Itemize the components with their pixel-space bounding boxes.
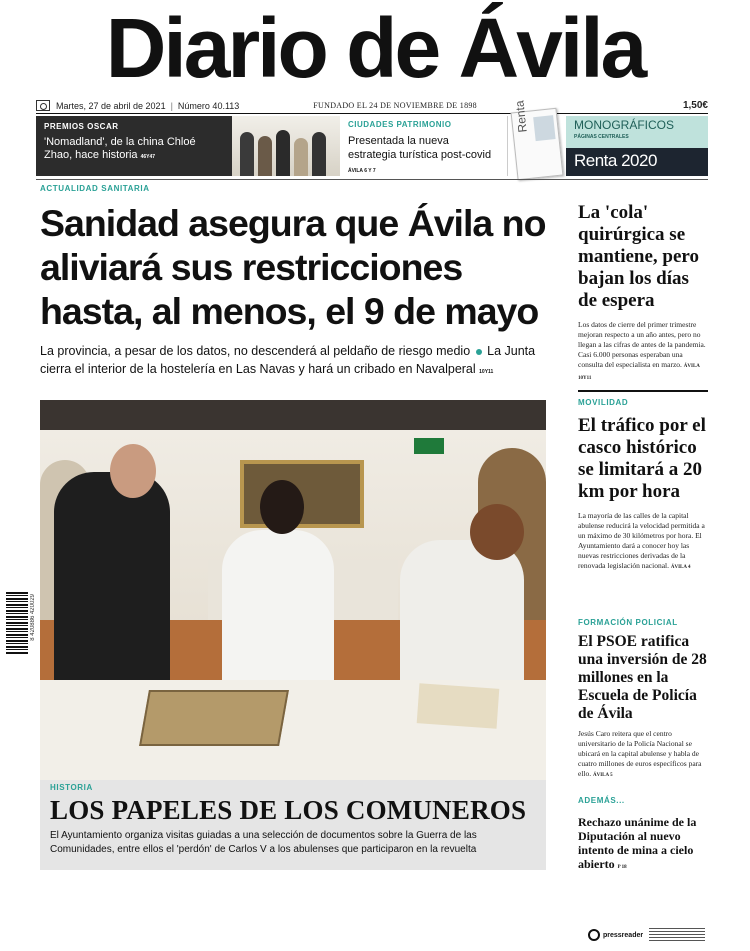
monographic-subtitle: PÁGINAS CENTRALES (574, 134, 629, 140)
story-police-headline: El PSOE ratifica una inversión de 28 millones en la Escuela de Policía de Ávila (578, 633, 707, 722)
promo-oscar-ref: 46Y47 (140, 154, 156, 160)
supplement-cover-title: Renta (512, 99, 530, 134)
story-mine-headline: Rechazo unánime de la Diputación al nuevo intento de mina a cielo abierto P 18 (578, 815, 697, 871)
footer (588, 926, 708, 944)
promo-oscar-text: 'Nomadland', de la china Chloé Zhao, hace historia 46Y47 (44, 136, 196, 161)
promo-monographic[interactable] (566, 116, 708, 176)
photo-figure (276, 130, 290, 176)
lead-photo[interactable] (40, 400, 546, 780)
photo-headline: LOS PAPELES DE LOS COMUNEROS (50, 795, 527, 825)
promo-cities[interactable] (340, 116, 508, 176)
story-surgery-headline: La 'cola' quirúrgica se mantiene, pero bajan los días de espera (578, 202, 700, 311)
promo-oscar-photo (232, 116, 340, 176)
supplement-page (511, 99, 564, 180)
photo-figure (240, 132, 254, 176)
divider (578, 390, 708, 392)
pressreader-logo[interactable] (588, 929, 643, 941)
photo-person-man (54, 472, 170, 712)
promo-cities-kicker: CIUDADES PATRIMONIO (348, 120, 452, 129)
story-traffic[interactable] (578, 398, 708, 573)
story-traffic-body: La mayoría de las calles de la capital abulense reducirá la velocidad permitida a un máximo de 30 kilómetros por hora. El Ayuntamiento dará a conocer hoy las nuevas restricciones derivadas de la renovada legislación nacional. ÁVILA 4 (578, 511, 705, 570)
lead-headline: Sanidad asegura que Ávila no aliviará sus restricciones hasta, al menos, el 9 de mayo (40, 202, 546, 332)
supplement-image (533, 115, 555, 141)
story-police[interactable] (578, 618, 708, 781)
pressreader-icon (588, 929, 600, 941)
promo-cities-ref: ÁVILA 6 Y 7 (348, 168, 376, 174)
camera-icon (36, 100, 50, 111)
bullet-icon (476, 349, 482, 355)
photo-ceiling (40, 400, 546, 430)
monographic-title: MONOGRÁFICOS (574, 118, 675, 132)
lead-ref: 10Y11 (479, 369, 494, 375)
photo-old-book (139, 690, 289, 746)
story-traffic-headline: El tráfico por el casco histórico se limitará a 20 km por hora (578, 415, 706, 502)
photo-document (417, 683, 500, 728)
newspaper-title: Diario de Ávila (105, 1, 645, 95)
story-mine[interactable] (578, 796, 708, 875)
story-police-kicker: FORMACIÓN POLICIAL (578, 618, 678, 627)
photo-kicker: HISTORIA (50, 783, 93, 792)
issue-date: Martes, 27 de abril de 2021 (56, 100, 166, 111)
story-surgery[interactable] (578, 202, 708, 384)
promo-oscar-kicker: PREMIOS OSCAR (44, 122, 119, 131)
story-traffic-kicker: MOVILIDAD (578, 398, 629, 407)
divider (36, 179, 708, 180)
monographic-label (566, 116, 708, 148)
pressreader-label: pressreader (603, 931, 644, 939)
price: 1,50€ (682, 100, 708, 111)
photo-body: El Ayuntamiento organiza visitas guiadas a una selección de documentos sobre la Guerra de las Comunidades, entre ellos el 'perdón' de Carlos V a los abulenses que participaron en la revuelta (50, 830, 477, 855)
story-police-body: Jesús Caro reitera que el centro universitario de la Policía Nacional se ubicará en la capital abulense y habla de cuatro millones de euros específicos para ello. ÁVILA 5 (578, 729, 702, 778)
fine-print (649, 928, 705, 942)
lead-kicker: ACTUALIDAD SANITARIA (40, 184, 150, 193)
photo-figure (294, 138, 308, 176)
photo-figure (258, 136, 272, 176)
founded-date: FUNDADO EL 24 DE NOVIEMBRE DE 1898 (313, 101, 477, 110)
story-surgery-body: Los datos de cierre del primer trimestre mejoran respecto a un año antes, pero no llegan a las cifras de antes de la pandemia. Casi 6.000 personas esperaban una consulta del especialista en marzo. ÁVILA 10Y11 (578, 320, 706, 381)
story-mine-kicker: ADEMÁS... (578, 796, 625, 805)
exit-sign-icon (414, 438, 444, 454)
dateline (36, 98, 708, 114)
barcode-number: 8 420886 420029 (30, 594, 36, 641)
photo-caption (40, 780, 546, 870)
renta-supplement-cover[interactable] (508, 99, 566, 176)
issue-number: Número 40.113 (177, 100, 240, 111)
divider: | (170, 100, 173, 111)
lead-story[interactable] (40, 184, 556, 333)
promo-cities-text: Presentada la nueva estrategia turística post-covid ÁVILA 6 Y 7 (348, 135, 492, 174)
promo-oscar[interactable] (36, 116, 232, 176)
masthead (0, 0, 750, 96)
photo-figure (312, 132, 326, 176)
photo-head (260, 480, 304, 534)
monographic-product: Renta 2020 (566, 148, 708, 176)
barcode-icon (6, 592, 28, 654)
photo-head (110, 444, 156, 498)
lead-deck: La provincia, a pesar de los datos, no descenderá al peldaño de riesgo medio La Junta cierra el interior de la hostelería en Las Navas y hará un cribado en Navalperal 10Y11 (40, 344, 536, 376)
photo-head (470, 504, 524, 560)
